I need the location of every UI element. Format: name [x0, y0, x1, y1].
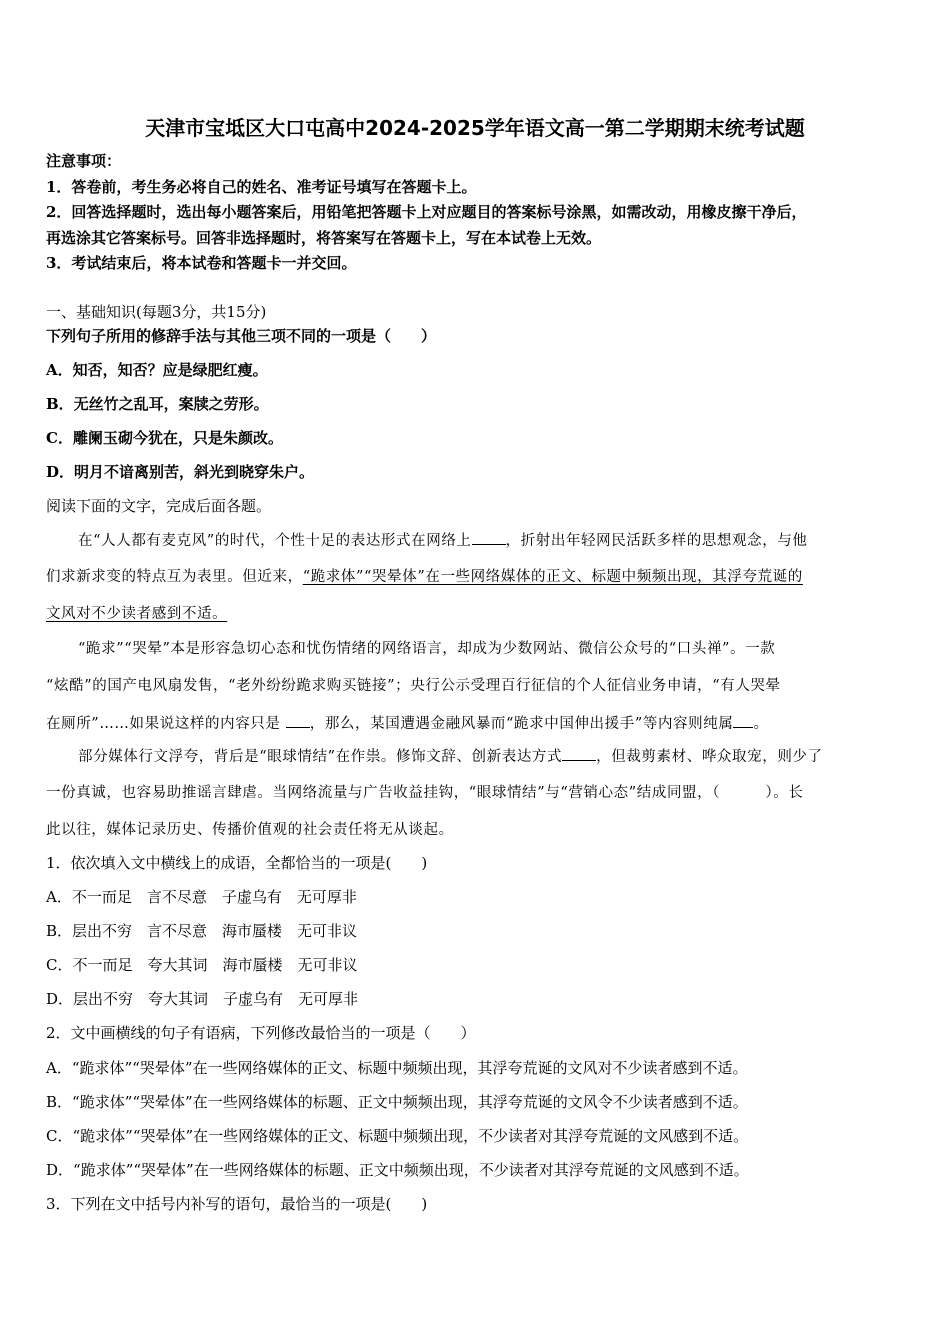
passage-line: [46, 713, 769, 734]
question-2-option-d: D．“跪求体”“哭晕体”在一些网络媒体的标题、正文中频频出现，不少读者对其浮夸荒诞的文风感到不适。: [46, 1161, 749, 1179]
page-title: 天津市宝坻区大口屯高中2024-2025学年语文高一第二学期期末统考试题: [145, 116, 805, 140]
passage-text: 。: [753, 716, 769, 732]
passage-line: 一份真诚，也容易助推谣言肆虐。当网络流量与广告收益挂钩，“眼球情结”与“营销心态”结成同盟，（ ）。长: [46, 785, 804, 801]
passage-text: 在“人人都有麦克风”的时代，个性十足的表达形式在网络上: [78, 533, 472, 549]
passage-text: 们求新求变的特点互为表里。但近来，: [46, 569, 303, 585]
passage-line: [78, 746, 823, 767]
question-0-option-a: A．知否，知否？应是绿肥红瘦。: [46, 361, 268, 379]
passage-text: 部分媒体行文浮夸，背后是“眼球情结”在作祟。修饰文辞、创新表达方式: [78, 749, 563, 765]
question-1-option-a: A．不一而足 言不尽意 子虚乌有 无可厚非: [46, 888, 357, 906]
question-1-option-d: D．层出不穷 夸大其词 子虚乌有 无可厚非: [46, 990, 359, 1008]
passage-line: “炫酷”的国产电风扇发售，“老外纷纷跪求购买链接”；央行公示受理百行征信的个人征信业务申请，“有人哭晕: [46, 678, 781, 694]
passage-text: ，折射出年轻网民活跃多样的思想观念，与他: [505, 533, 808, 549]
question-3-stem: 3．下列在文中括号内补写的语句，最恰当的一项是( ): [46, 1195, 428, 1213]
fill-blank-4: [562, 746, 596, 761]
fill-blank-2: [286, 713, 310, 728]
notice-heading: 注意事项：: [46, 152, 122, 170]
question-2-option-b: B．“跪求体”“哭晕体”在一些网络媒体的标题、正文中频频出现，其浮夸荒诞的文风令不少读者感到不适。: [46, 1093, 748, 1111]
section-heading: 一、基础知识(每题3分，共15分): [46, 303, 267, 321]
passage-text: 在厕所”……如果说这样的内容只是: [46, 716, 281, 732]
fill-blank-3: [733, 713, 753, 728]
notice-item-3: 3．考试结束后，将本试卷和答题卡一并交回。: [46, 254, 357, 272]
question-0-option-c: C．雕阑玉砌今犹在，只是朱颜改。: [46, 429, 283, 447]
passage-line: “跪求”“哭晕”本是形容急切心态和忧伤情绪的网络语言，却成为少数网站、微信公众号的“口头禅”。一款: [78, 641, 776, 657]
passage-line: [78, 530, 808, 551]
reading-intro: 阅读下面的文字，完成后面各题。: [46, 497, 272, 515]
question-1-option-c: C．不一而足 夸大其词 海市蜃楼 无可非议: [46, 956, 358, 974]
question-0-option-b: B．无丝竹之乱耳，案牍之劳形。: [46, 395, 269, 413]
underlined-sentence: “跪求体”“哭晕体”在一些网络媒体的正文、标题中频频出现，其浮夸荒诞的: [302, 569, 803, 585]
passage-line: 此以往，媒体记录历史、传播价值观的社会责任将无从谈起。: [46, 822, 454, 838]
question-0-option-d: D．明月不谙离别苦，斜光到晓穿朱户。: [46, 463, 315, 481]
question-2-stem: 2．文中画横线的句子有语病，下列修改最恰当的一项是（ ）: [46, 1024, 476, 1042]
question-1-option-b: B．层出不穷 言不尽意 海市蜃楼 无可非议: [46, 922, 358, 940]
passage-text: ，但裁剪素材、哗众取宠，则少了: [596, 749, 823, 765]
question-0-stem: 下列句子所用的修辞手法与其他三项不同的一项是（ ）: [46, 327, 437, 345]
passage-line: [46, 604, 227, 624]
question-2-option-c: C．“跪求体”“哭晕体”在一些网络媒体的正文、标题中频频出现，不少读者对其浮夸荒诞的文风感到不适。: [46, 1127, 749, 1145]
question-1-stem: 1．依次填入文中横线上的成语，全都恰当的一项是( ): [46, 854, 428, 872]
question-2-option-a: A．“跪求体”“哭晕体”在一些网络媒体的正文、标题中频频出现，其浮夸荒诞的文风对不少读者感到不适。: [46, 1059, 748, 1077]
fill-blank-1: [472, 530, 506, 545]
notice-item-1: 1．答卷前，考生务必将自己的姓名、准考证号填写在答题卡上。: [46, 178, 477, 196]
underlined-sentence: 文风对不少读者感到不适。: [46, 606, 228, 622]
notice-item-2-cont: 再选涂其它答案标号。回答非选择题时，将答案写在答题卡上，写在本试卷上无效。: [46, 229, 602, 247]
passage-line: [46, 567, 803, 587]
notice-item-2: 2．回答选择题时，选出每小题答案后，用铅笔把答题卡上对应题目的答案标号涂黑，如需改动，用橡皮擦干净后，: [46, 203, 807, 221]
passage-text: ，那么，某国遭遇金融风暴而“跪求中国伸出援手”等内容则纯属: [309, 716, 734, 732]
